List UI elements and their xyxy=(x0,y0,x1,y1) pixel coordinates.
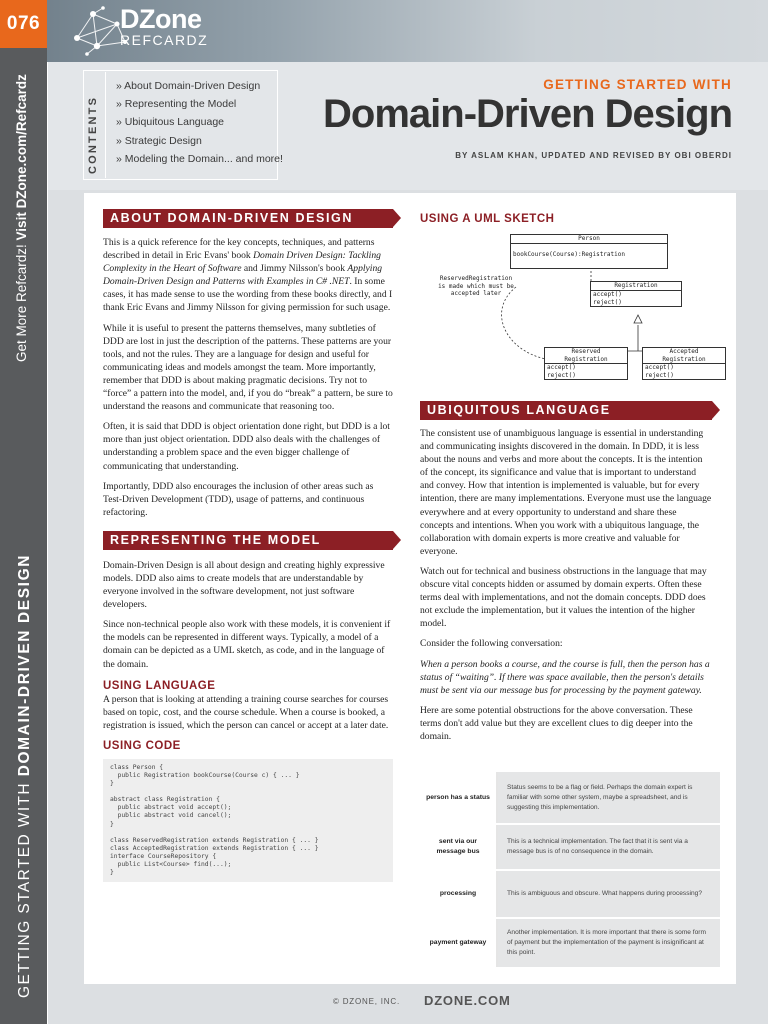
byline: BY ASLAM KHAN, UPDATED AND REVISED BY OBI OBERDI xyxy=(455,151,732,160)
about-paragraph-4: Importantly, DDD also encourages the inclusion of other areas such as Test-Driven Development (TDD), usage of patterns, and continuous refactoring. xyxy=(103,480,374,518)
model-paragraph-1: Domain-Driven Design is all about design and creating highly expressive models. DDD also aims to create models that are understandable by everyone involved in the software development, not just software developers. xyxy=(103,559,385,611)
about-paragraph-1 xyxy=(103,236,393,315)
ubiquitous-paragraph-3: Consider the following conversation: xyxy=(420,638,563,650)
section-heading-about: ABOUT DOMAIN-DRIVEN DESIGN xyxy=(103,209,393,228)
uml-method: bookCourse(Course):Registration xyxy=(513,251,625,258)
code-line: public abstract void accept(); xyxy=(110,804,232,812)
uml-method: accept() xyxy=(547,364,576,371)
uml-class-accepted-registration xyxy=(642,347,726,380)
code-line xyxy=(110,788,386,796)
book-title-evans: Domain Driven Design: Tackling Complexity in the Heart of Software xyxy=(103,250,381,275)
subheading-code: USING CODE xyxy=(103,739,181,752)
contents-list xyxy=(116,77,283,168)
uml-class-title: Registration xyxy=(591,282,681,291)
contents-item[interactable]: » Ubiquitous Language xyxy=(116,116,225,129)
uml-note xyxy=(426,275,526,298)
right-column xyxy=(420,193,720,742)
footer-copyright: © DZONE, INC. xyxy=(333,997,400,1006)
table-row xyxy=(420,870,720,918)
table-row xyxy=(420,772,720,824)
book-title-nilsson: Applying Domain-Driven Design and Patterns with Examples in C# .NET xyxy=(103,263,383,288)
uml-method: reject() xyxy=(593,299,622,306)
table-row xyxy=(420,918,720,968)
obstructions-table xyxy=(420,772,720,969)
uml-title-line: Reserved xyxy=(571,348,601,355)
ubiquitous-paragraph-1: The consistent use of unambiguous language is essential in understanding and communicating insights discovered in the domain. In DDD, it is less about the nouns and verbs and more about the concepts. It is the intention of the concept, its significance and value that is important to understand and convey. How that intention is implemented is valuable, but for every intention, there are many implementations. Everyone must use the language everywhere and at every opportunity to understand and share these concepts and intentions. When you work with a ubiquitous language, the collaboration with domain experts is more creative and valuable for everyone. xyxy=(420,428,712,557)
contents-divider xyxy=(105,72,106,178)
obstruction-term: payment gateway xyxy=(420,918,497,968)
subheading-uml: USING A UML SKETCH xyxy=(420,213,555,225)
code-line: class ReservedRegistration extends Registration { ... } xyxy=(110,836,319,844)
logo-name: DZone xyxy=(120,4,202,34)
uml-method: reject() xyxy=(547,372,576,379)
code-line: class Person { xyxy=(110,763,164,771)
title-kicker: GETTING STARTED WITH xyxy=(543,77,732,92)
about-paragraph-3: Often, it is said that DDD is object orientation done right, but DDD is a lot more than just object orientation. DDD also deals with the challenges of understanding a problem space and the even bigger challenge of communicating that understanding. xyxy=(103,421,390,472)
sidebar-divider xyxy=(47,62,48,1024)
uml-class-reserved-registration xyxy=(544,347,628,380)
sidebar-promo[interactable] xyxy=(14,74,29,362)
code-line: } xyxy=(110,869,114,877)
promo-link[interactable]: Visit DZone.com/Refcardz xyxy=(14,74,29,241)
contents-item[interactable]: » Strategic Design xyxy=(116,134,202,147)
left-column xyxy=(103,193,393,882)
logo-sub: REFCARDZ xyxy=(120,32,209,48)
about-p1-text: . In some cases, it has made sense to use the wording from these books directly, and I thank Eric Evans and Jimmy Nilsson for giving permission for such usage. xyxy=(103,276,393,314)
uml-class-registration xyxy=(590,281,682,307)
obstruction-note: Another implementation. It is more important that there is some form of payment but the implementation of the payment is insignificant at this point. xyxy=(497,918,720,968)
uml-title-line: Accepted xyxy=(669,348,699,355)
issue-number-badge: 076 xyxy=(0,0,47,48)
code-line: abstract class Registration { xyxy=(110,796,220,804)
conversation-quote-text: When a person books a course, and the course is full, then the person has a status of “waiting”. If there was space available, then the person's details must be sent via our message bus for processing by the payment gateway. xyxy=(420,658,710,696)
about-p1-text: and Jimmy Nilsson's book xyxy=(241,263,348,275)
uml-method: accept() xyxy=(645,364,674,371)
page-title: Domain-Driven Design xyxy=(323,92,732,136)
contents-item[interactable]: » Modeling the Domain... and more! xyxy=(116,152,283,165)
dzone-logo[interactable] xyxy=(120,5,208,48)
code-line: } xyxy=(110,780,114,788)
code-line xyxy=(110,829,386,837)
uml-note-line: ReservedRegistration xyxy=(439,275,513,282)
ubiquitous-paragraph-5: Here are some potential obstructions for the above conversation. These terms don't add value but they are excellent clues to dig deeper into the domain. xyxy=(420,704,693,742)
code-line: class AcceptedRegistration extends Registration { ... } xyxy=(110,844,319,852)
obstruction-note: This is a technical implementation. The fact that it is sent via a message bus is of no consequence in the domain. xyxy=(497,824,720,870)
uml-title-line: Registration xyxy=(564,355,608,363)
subheading-language: USING LANGUAGE xyxy=(103,679,216,692)
contents-label: CONTENTS xyxy=(87,95,99,174)
uml-note-line: accepted later xyxy=(450,290,502,297)
code-line: public Registration bookCourse(Course c) { ... } xyxy=(110,772,300,779)
section-heading-model: REPRESENTING THE MODEL xyxy=(103,531,393,550)
obstruction-term: person has a status xyxy=(420,772,497,824)
language-paragraph: A person that is looking at attending a training course searches for courses based on topic, cost, and the course schedule. When a course is booked, a registration is issued, which the person can cancel or accept at a later date. xyxy=(103,693,389,731)
contents-item[interactable]: » About Domain-Driven Design xyxy=(116,80,261,92)
section-heading-ubiquitous: UBIQUITOUS LANGUAGE xyxy=(420,401,712,420)
code-line: public abstract void cancel(); xyxy=(110,812,232,820)
about-p1-text: This is a quick reference for the key concepts, techniques, and patterns described in detail in Eric Evans' book xyxy=(103,237,375,262)
code-line: } xyxy=(110,820,114,828)
code-line: public List<Course> find(...); xyxy=(110,861,232,869)
code-block xyxy=(103,759,393,882)
footer-site-link[interactable]: DZONE.COM xyxy=(424,993,511,1008)
table-row xyxy=(420,824,720,870)
uml-class-title: Person xyxy=(511,235,667,244)
conversation-quote xyxy=(420,658,712,697)
model-paragraph-2: Since non-technical people also work with these models, it is convenient if the models can be represented in different ways. Typically, a model of a domain can be depicted as a UML sketch, as code, and in the language of the domain. xyxy=(103,619,391,670)
ubiquitous-paragraph-2: Watch out for technical and business obstructions in the language that may obscure vital concepts hidden or assumed by domain experts. Often these terms deal with implementations, and not the domain concepts. DDD does not exclude the implementation, but it values the intention of the higher model. xyxy=(420,565,707,630)
obstruction-term: sent via our message bus xyxy=(420,824,497,870)
ubiquitous-body xyxy=(420,427,712,743)
about-paragraph-2: While it is useful to present the patterns themselves, many subtleties of DDD are lost in just the description of the patterns. These patterns are your tools, and not the rules. They are a language for design and useful for communicating ideas and models amongst the team. More importantly, remember that DDD is about making pragmatic decisions. Try not to “force” a pattern into the model, and, if you do “break” a pattern, be sure to understand the reasons and communicate that reasoning too. xyxy=(103,322,393,413)
uml-method: reject() xyxy=(645,372,674,379)
uml-method: accept() xyxy=(593,291,622,298)
series-topic: DOMAIN-DRIVEN DESIGN xyxy=(16,553,33,777)
series-prefix: GETTING STARTED WITH xyxy=(16,776,33,998)
obstruction-term: processing xyxy=(420,870,497,918)
contents-item[interactable]: » Representing the Model xyxy=(116,98,237,111)
obstruction-note: This is ambiguous and obscure. What happens during processing? xyxy=(497,870,720,918)
sidebar-series-title xyxy=(16,554,34,998)
obstruction-note: Status seems to be a flag or field. Perhaps the domain expert is familiar with some other system, maybe a spreadsheet, and is suggesting this implementation. xyxy=(497,772,720,824)
uml-title-line: Registration xyxy=(662,355,706,363)
uml-note-line: is made which must be xyxy=(438,282,514,290)
code-line: interface CourseRepository { xyxy=(110,852,217,860)
promo-prefix: Get More Refcardz! xyxy=(14,240,29,362)
uml-diagram xyxy=(426,231,726,381)
uml-class-person xyxy=(510,234,668,269)
uml-class-title xyxy=(643,348,725,364)
uml-class-title xyxy=(545,348,627,364)
